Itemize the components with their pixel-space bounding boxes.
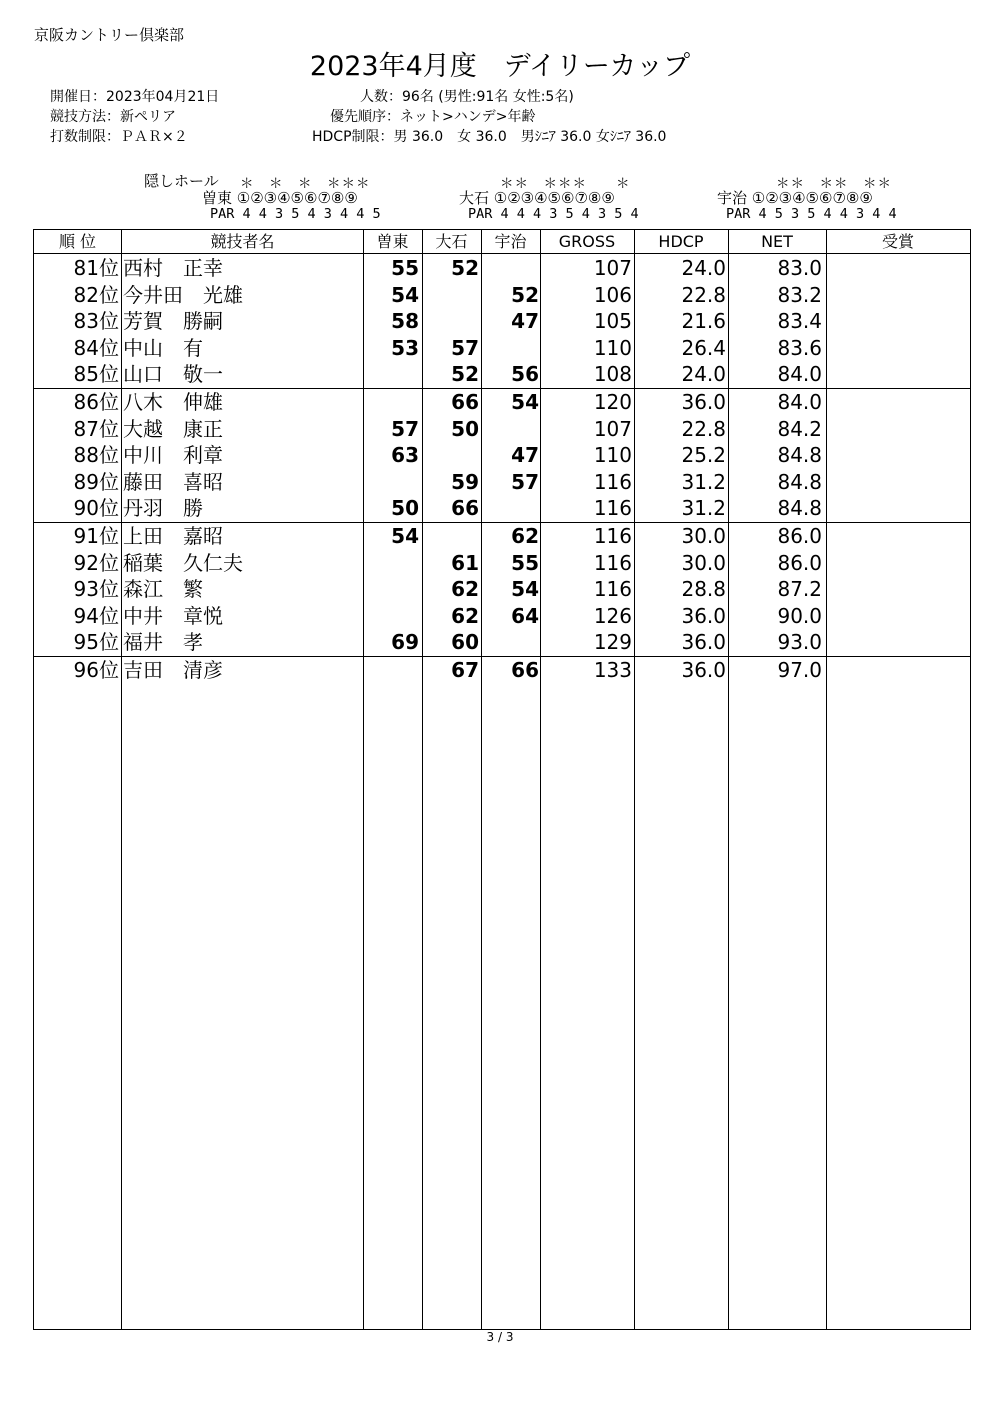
cell-s3: 55 (511, 550, 539, 575)
cell-name: 八木 伸雄 (123, 390, 223, 414)
cell-name: 稲葉 久仁夫 (123, 550, 243, 575)
cell-gross: 107 (593, 416, 632, 441)
cell-rank: 82位 (73, 282, 119, 307)
table-row (34, 442, 970, 469)
course1-par: PAR 4 4 3 5 4 3 4 4 5 (210, 206, 381, 222)
stroke-limit: 打数制限：ＰＡＲ×２ (50, 129, 188, 145)
cell-s3: 62 (511, 524, 539, 548)
cell-gross: 116 (593, 550, 632, 575)
cell-s2: 57 (451, 335, 479, 360)
cell-rank: 81位 (73, 256, 119, 280)
header-net: NET (761, 232, 793, 251)
cell-net: 84.0 (777, 362, 822, 386)
cell-s3: 47 (511, 309, 539, 333)
results-table (33, 229, 971, 1330)
header-course3: 宇治 (494, 232, 527, 251)
cell-name: 吉田 清彦 (123, 658, 223, 682)
cell-hdcp: 24.0 (681, 362, 726, 386)
cell-gross: 133 (593, 658, 632, 682)
cell-name: 中山 有 (123, 335, 203, 360)
header-hdcp: HDCP (658, 232, 704, 251)
cell-gross: 120 (593, 390, 632, 414)
cell-name: 大越 康正 (123, 416, 223, 441)
page-title: 2023年4月度 デイリーカップ (309, 51, 691, 82)
page-number: 3 / 3 (486, 1330, 514, 1344)
hdcp-limit: HDCP制限：男 36.0 女 36.0 男ｼﾆｱ 36.0 女ｼﾆｱ 36.0 (312, 129, 667, 145)
table-row (34, 603, 970, 630)
cell-s2: 60 (451, 630, 479, 654)
cell-name: 中川 利章 (123, 443, 223, 467)
cell-s1 (364, 469, 419, 496)
table-row (34, 335, 970, 362)
cell-name: 今井田 光雄 (123, 282, 243, 307)
cell-s1: 53 (391, 335, 419, 360)
table-row (34, 389, 970, 416)
cell-hdcp: 31.2 (681, 496, 726, 520)
cell-hdcp: 22.8 (681, 416, 726, 441)
cell-net: 97.0 (777, 658, 822, 682)
header-award: 受賞 (881, 232, 914, 251)
cell-s3 (482, 495, 539, 522)
cell-s2: 66 (451, 496, 479, 520)
cell-name: 藤田 喜昭 (123, 469, 223, 494)
cell-net: 83.2 (777, 282, 822, 307)
cell-name: 丹羽 勝 (123, 496, 203, 520)
header-name: 競技者名 (210, 232, 275, 251)
cell-s1: 69 (391, 630, 419, 654)
cell-net: 93.0 (777, 630, 822, 654)
cell-rank: 96位 (73, 658, 119, 682)
cell-net: 84.8 (777, 469, 822, 494)
cell-net: 84.2 (777, 416, 822, 441)
cell-net: 83.6 (777, 335, 822, 360)
player-count: 人数：96名 (男性:91名 女性:5名) (360, 89, 574, 105)
cell-net: 84.8 (777, 443, 822, 467)
cell-name: 上田 嘉昭 (123, 524, 223, 548)
cell-net: 84.8 (777, 496, 822, 520)
cell-s3 (482, 255, 539, 282)
cell-s1: 54 (391, 282, 419, 307)
cell-hdcp: 28.8 (681, 577, 726, 601)
cell-net: 87.2 (777, 577, 822, 601)
priority-order: 優先順序：ネット>ハンデ>年齢 (330, 109, 536, 125)
table-row (34, 550, 970, 577)
club-name: 京阪カントリー倶楽部 (34, 26, 185, 44)
cell-gross: 126 (593, 603, 632, 628)
table-row (34, 361, 970, 388)
header-course2: 大石 (435, 232, 468, 251)
cell-gross: 116 (593, 469, 632, 494)
competition-method: 競技方法：新ペリア (50, 109, 176, 125)
cell-rank: 88位 (73, 443, 119, 467)
cell-s2 (423, 442, 479, 469)
cell-s3: 54 (511, 390, 539, 414)
cell-name: 西村 正幸 (123, 256, 223, 280)
cell-s1 (364, 361, 419, 388)
header-divider (34, 253, 970, 254)
cell-rank: 83位 (73, 309, 119, 333)
cell-hdcp: 26.4 (681, 335, 726, 360)
cell-hdcp: 25.2 (681, 443, 726, 467)
course3-stars: ＊＊ ＊＊ ＊＊ (776, 176, 892, 192)
cell-name: 森江 繁 (123, 577, 203, 601)
cell-rank: 91位 (73, 524, 119, 548)
cell-s3: 66 (511, 658, 539, 682)
course3-par: PAR 4 5 3 5 4 4 3 4 4 (726, 206, 897, 222)
cell-s2: 61 (451, 550, 479, 575)
cell-s2: 62 (451, 577, 479, 601)
cell-hdcp: 36.0 (681, 658, 726, 682)
course2-par: PAR 4 4 4 3 5 4 3 5 4 (468, 206, 639, 222)
cell-s1 (364, 550, 419, 577)
cell-s3 (482, 629, 539, 656)
cell-s2: 66 (451, 390, 479, 414)
table-row (34, 416, 970, 443)
cell-s3: 54 (511, 577, 539, 601)
cell-s2: 50 (451, 416, 479, 441)
cell-gross: 106 (593, 282, 632, 307)
cell-s3: 52 (511, 282, 539, 307)
cell-s1 (364, 389, 419, 416)
cell-gross: 105 (593, 309, 632, 333)
cell-s2: 52 (451, 362, 479, 386)
cell-s2: 67 (451, 658, 479, 682)
cell-s3 (482, 416, 539, 443)
cell-s1: 55 (391, 256, 419, 280)
hidden-hole-label: 隠しホール (144, 172, 219, 190)
cell-rank: 94位 (73, 603, 119, 628)
cell-s3: 64 (511, 603, 539, 628)
cell-rank: 89位 (73, 469, 119, 494)
cell-name: 中井 章悦 (123, 603, 223, 628)
table-row (34, 308, 970, 335)
cell-gross: 116 (593, 496, 632, 520)
cell-s1 (364, 603, 419, 630)
cell-s1 (364, 576, 419, 603)
cell-hdcp: 36.0 (681, 630, 726, 654)
table-row (34, 657, 970, 684)
cell-rank: 92位 (73, 550, 119, 575)
cell-hdcp: 30.0 (681, 524, 726, 548)
cell-gross: 110 (593, 335, 632, 360)
cell-name: 芳賀 勝嗣 (123, 309, 223, 333)
course2-stars: ＊＊ ＊＊＊ ＊ (500, 176, 631, 192)
cell-s1: 63 (391, 443, 419, 467)
cell-hdcp: 30.0 (681, 550, 726, 575)
cell-s3 (482, 335, 539, 362)
cell-rank: 95位 (73, 630, 119, 654)
cell-net: 83.4 (777, 309, 822, 333)
course2-holes: 大石 ①②③④⑤⑥⑦⑧⑨ (459, 189, 615, 207)
cell-rank: 86位 (73, 390, 119, 414)
cell-s2: 59 (451, 469, 479, 494)
table-row (34, 282, 970, 309)
cell-hdcp: 22.8 (681, 282, 726, 307)
cell-name: 山口 敬一 (123, 362, 223, 386)
cell-s1: 50 (391, 496, 419, 520)
cell-rank: 85位 (73, 362, 119, 386)
cell-s2: 52 (451, 256, 479, 280)
table-row (34, 629, 970, 656)
cell-hdcp: 24.0 (681, 256, 726, 280)
cell-s1: 58 (391, 309, 419, 333)
cell-gross: 116 (593, 577, 632, 601)
cell-rank: 84位 (73, 335, 119, 360)
event-date: 開催日：2023年04月21日 (50, 89, 220, 105)
cell-net: 90.0 (777, 603, 822, 628)
cell-gross: 116 (593, 524, 632, 548)
cell-s2 (423, 308, 479, 335)
cell-hdcp: 21.6 (681, 309, 726, 333)
cell-hdcp: 36.0 (681, 390, 726, 414)
table-row (34, 576, 970, 603)
cell-net: 83.0 (777, 256, 822, 280)
cell-net: 86.0 (777, 550, 822, 575)
cell-gross: 129 (593, 630, 632, 654)
header-gross: GROSS (558, 232, 616, 251)
header-rank: 順 位 (58, 232, 97, 251)
course1-holes: 曽東 ①②③④⑤⑥⑦⑧⑨ (202, 189, 358, 207)
cell-net: 84.0 (777, 390, 822, 414)
course3-holes: 宇治 ①②③④⑤⑥⑦⑧⑨ (717, 189, 873, 207)
cell-s3: 56 (511, 362, 539, 386)
header-course1: 曽東 (376, 232, 409, 251)
cell-gross: 107 (593, 256, 632, 280)
table-row (34, 495, 970, 522)
cell-s2 (423, 282, 479, 309)
cell-s3: 47 (511, 443, 539, 467)
cell-s2 (423, 523, 479, 550)
cell-net: 86.0 (777, 524, 822, 548)
cell-rank: 93位 (73, 577, 119, 601)
cell-name: 福井 孝 (123, 630, 203, 654)
table-row (34, 255, 970, 282)
cell-s1: 57 (391, 416, 419, 441)
cell-gross: 110 (593, 443, 632, 467)
cell-gross: 108 (593, 362, 632, 386)
cell-s1: 54 (391, 524, 419, 548)
cell-s1 (364, 657, 419, 684)
cell-rank: 90位 (73, 496, 119, 520)
cell-hdcp: 36.0 (681, 603, 726, 628)
cell-s3: 57 (511, 469, 539, 494)
table-row (34, 469, 970, 496)
cell-hdcp: 31.2 (681, 469, 726, 494)
table-row (34, 523, 970, 550)
course1-stars: ＊ ＊ ＊ ＊＊＊ (240, 176, 371, 192)
cell-s2: 62 (451, 603, 479, 628)
cell-rank: 87位 (73, 416, 119, 441)
